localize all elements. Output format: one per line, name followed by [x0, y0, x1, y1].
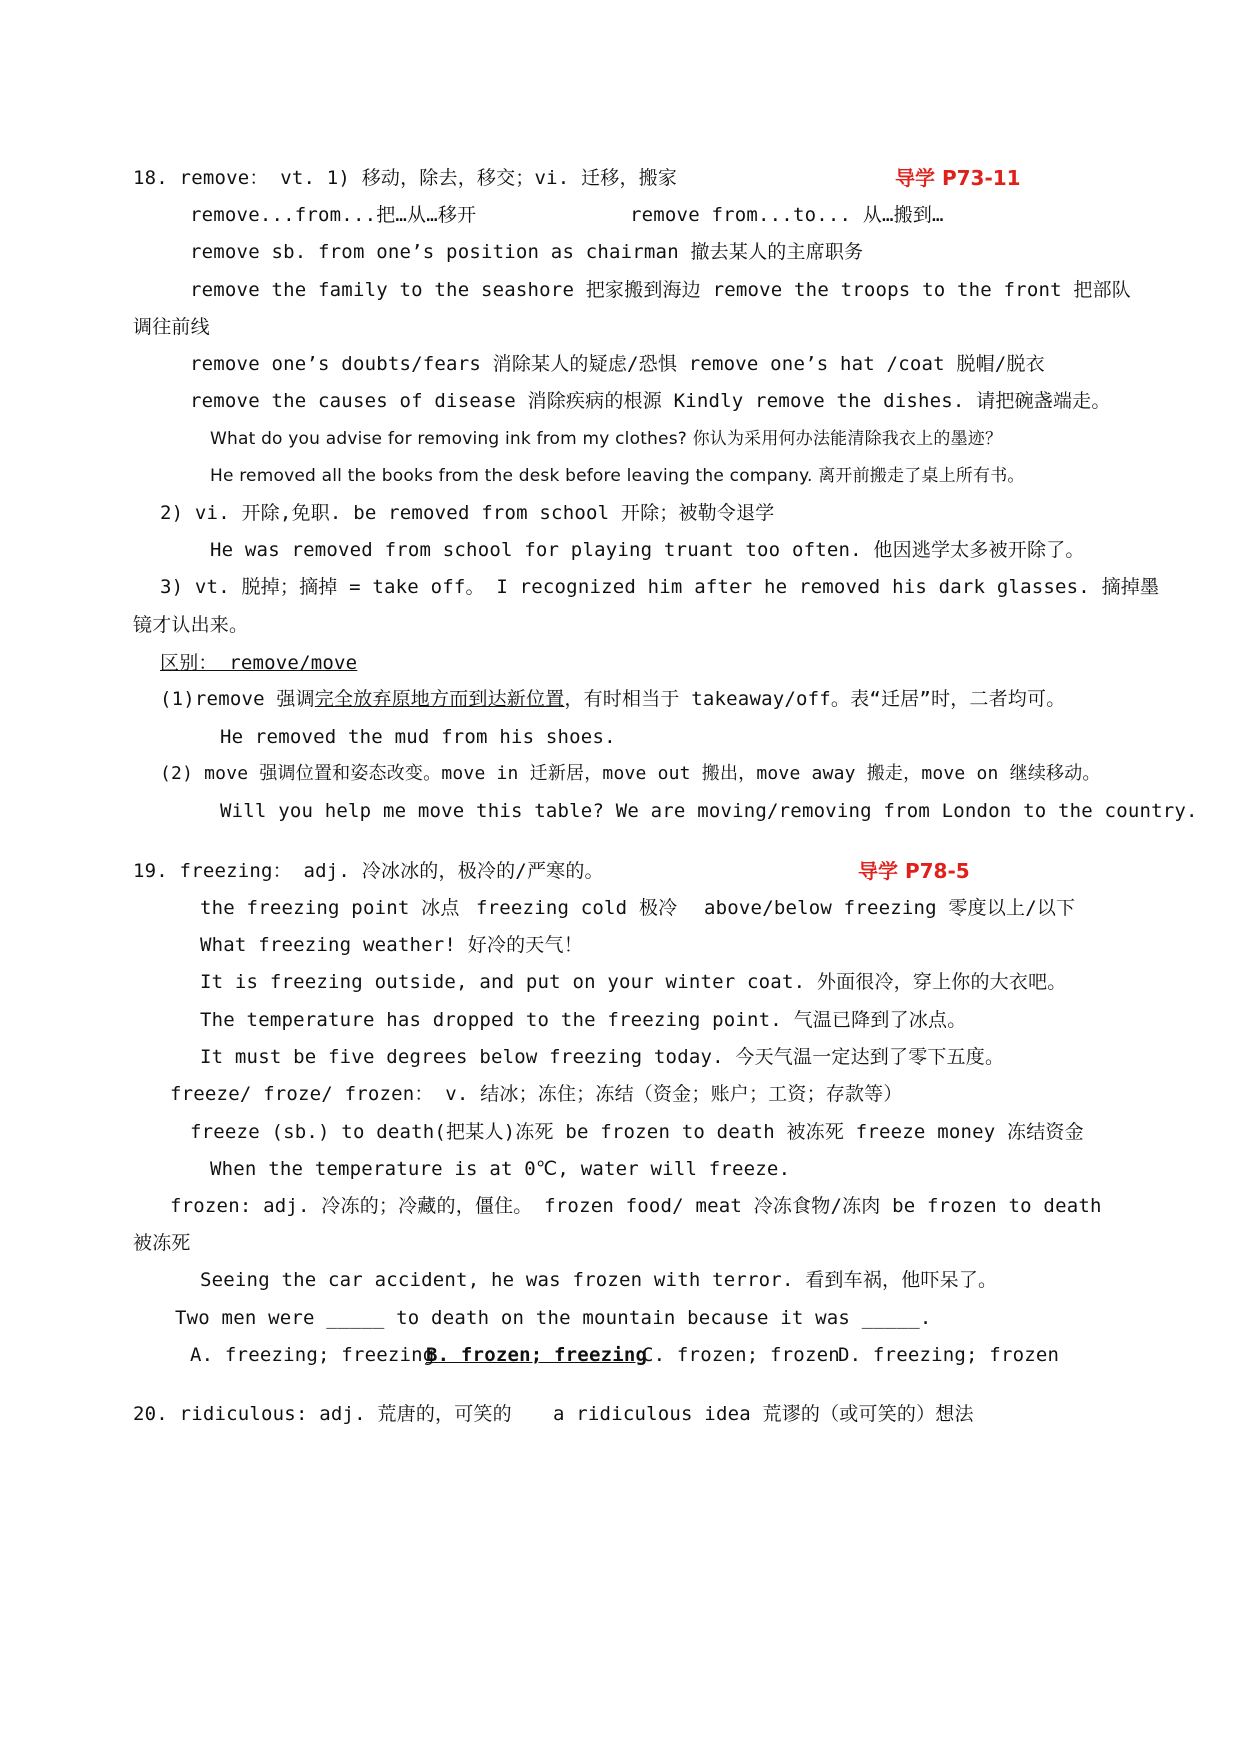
s18-line: remove...from...把…从…移开 [190, 204, 477, 226]
s19-option-d: D. freezing; frozen [838, 1344, 1060, 1366]
s18-difference-title: 区别： remove/move [160, 652, 358, 674]
s19-line: What freezing weather! 好冷的天气！ [200, 934, 583, 956]
s18-example: What do you advise for removing ink from my clothes? 你认为采用何办法能清除我衣上的墨迹？ [210, 429, 1003, 449]
s18-line: remove from...to... 从…搬到… [630, 204, 944, 226]
s18-example: He was removed from school for playing truant too often. 他因逃学太多被开除了。 [210, 539, 1085, 561]
s18-difference-2: (2) move 强调位置和姿态改变。move in 迁新居，move out 搬出，move away 搬走，move on 继续移动。 [160, 763, 1101, 784]
s18-reference: 导学 P73-11 [895, 166, 1021, 190]
s19-line: It must be five degrees below freezing today. 今天气温一定达到了零下五度。 [200, 1046, 1005, 1068]
s18-example: Will you help me move this table? We are moving/removing from London to the country. [220, 800, 1198, 822]
s18-line: remove sb. from one’s position as chairman 撤去某人的主席职务 [190, 241, 864, 263]
s19-line: freeze/ froze/ frozen： v. 结冰；冻住；冻结（资金；账户；工资；存款等） [170, 1083, 903, 1105]
s20-heading: 20. ridiculous: adj. 荒唐的，可笑的 [133, 1403, 512, 1425]
s19-example: Seeing the car accident, he was frozen with terror. 看到车祸，他吓呆了。 [200, 1269, 998, 1291]
s18-line: 调往前线 [133, 316, 210, 338]
s19-line: It is freezing outside, and put on your winter coat. 外面很冷，穿上你的大衣吧。 [200, 971, 1067, 993]
s19-line: 被冻死 [133, 1232, 191, 1254]
s19-line: above/below freezing 零度以上/以下 [704, 897, 1076, 919]
s19-heading: 19. freezing： adj. 冷冰冰的，极冷的/严寒的。 [133, 860, 604, 882]
s19-option-c: C. frozen; frozen [642, 1344, 840, 1366]
s18-heading: 18. remove： vt. 1) 移动，除去，移交；vi. 迁移，搬家 [133, 167, 678, 189]
s19-line: freezing cold 极冷 [476, 897, 678, 919]
s19-example: When the temperature is at 0℃, water will freeze. [210, 1158, 791, 1180]
s19-option-a: A. freezing; freezing [190, 1344, 435, 1366]
s18-line: 镜才认出来。 [133, 614, 249, 636]
s18-line: remove one’s doubts/fears 消除某人的疑虑/恐惧 remove one’s hat /coat 脱帽/脱衣 [190, 353, 1045, 375]
s18-line: 2) vi. 开除,免职. be removed from school 开除；被勒令退学 [160, 502, 775, 524]
s19-question: Two men were _____ to death on the mountain because it was _____. [175, 1307, 932, 1329]
s18-example: He removed the mud from his shoes. [220, 726, 616, 748]
s19-line: The temperature has dropped to the freezing point. 气温已降到了冰点。 [200, 1009, 967, 1031]
s18-line: remove the causes of disease 消除疾病的根源 Kindly remove the dishes. 请把碗盏端走。 [190, 390, 1111, 412]
s19-line: freeze (sb.) to death(把某人)冻死 be frozen to death 被冻死 freeze money 冻结资金 [190, 1121, 1084, 1143]
s18-line: remove the family to the seashore 把家搬到海边 remove the troops to the front 把部队 [190, 279, 1131, 301]
s20-line: a ridiculous idea 荒谬的（或可笑的）想法 [553, 1403, 974, 1425]
s19-line: the freezing point 冰点 [200, 897, 460, 919]
s18-example: He removed all the books from the desk before leaving the company. 离开前搬走了桌上所有书。 [210, 466, 1025, 486]
s19-option-b-answer: B. frozen; freezing [426, 1344, 648, 1366]
s18-difference-1: (1)remove 强调完全放弃原地方而到达新位置，有时相当于 takeaway/off。表“迁居”时，二者均可。 [160, 688, 1066, 710]
s19-line: frozen: adj. 冷冻的；冷藏的，僵住。 frozen food/ meat 冷冻食物/冻肉 be frozen to death [170, 1195, 1102, 1217]
s18-line: 3) vt. 脱掉；摘掉 = take off。 I recognized him after he removed his dark glasses. 摘掉墨 [160, 576, 1160, 598]
s19-reference: 导学 P78-5 [858, 859, 970, 883]
